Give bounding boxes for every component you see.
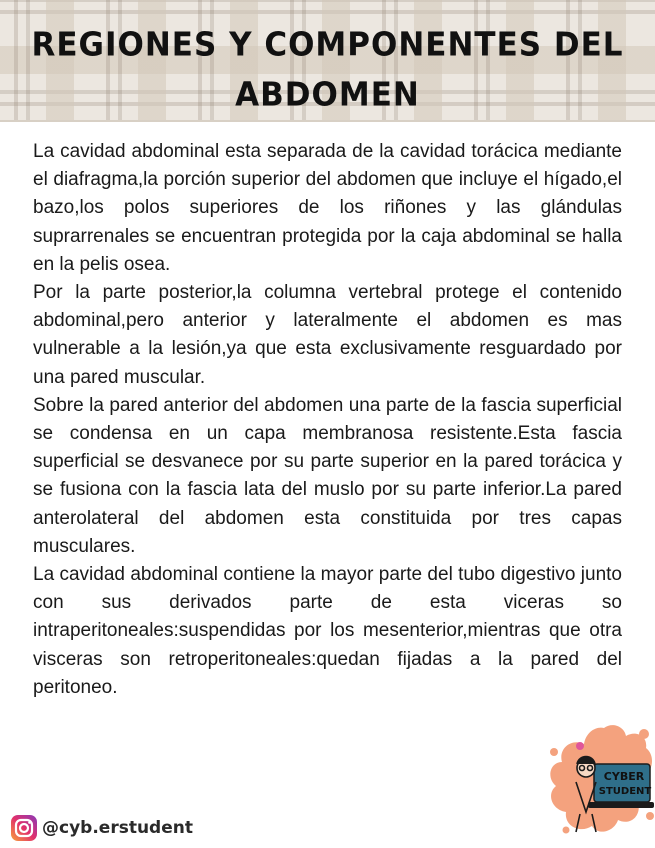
paragraph-2: Por la parte posterior,la columna vertebral protege el contenido abdominal,pero anterior y lateralmente el abdomen es mas vulnerable a la lesión,ya que esta exclusivamente resguardado por una pared muscular. — [33, 282, 622, 388]
logo-line-1: CYBER — [603, 770, 645, 783]
instagram-icon — [10, 814, 38, 842]
paragraph-4: La cavidad abdominal contiene la mayor parte del tubo digestivo junto con sus derivados parte de esta viceras so intraperitoneales:suspendidas por los mesenterior,mientras que otra visceras son retroperitoneales:quedan fijadas a la pared del peritoneo. — [33, 564, 622, 698]
plaid-header-banner — [0, 0, 655, 122]
logo-line-2: STUDENT — [598, 786, 652, 797]
cyber-student-logo — [546, 722, 655, 840]
handle-text: @cyb.erstudent — [42, 818, 193, 838]
page-title: REGIONES Y COMPONENTES DEL ABDOMEN — [31, 25, 624, 115]
social-handle[interactable] — [10, 813, 193, 843]
article-body — [33, 138, 622, 702]
paragraph-1: La cavidad abdominal esta separada de la cavidad torácica mediante el diafragma,la porción superior del abdomen que incluye el hígado,el bazo,los polos superiores de los riñones y las glándulas suprarrenales se encuentran protegida por la caja abdominal se halla en la pelis osea. — [33, 141, 622, 275]
paragraph-3: Sobre la pared anterior del abdomen una parte de la fascia superficial se condensa en un capa membranosa resistente.Esta fascia superficial se desvanece por su parte superior en la pared torácica y se fusiona con la fascia lata del muslo por su parte inferior.La pared anterolateral del abdomen esta constituida por tres capas musculares. — [33, 394, 622, 557]
